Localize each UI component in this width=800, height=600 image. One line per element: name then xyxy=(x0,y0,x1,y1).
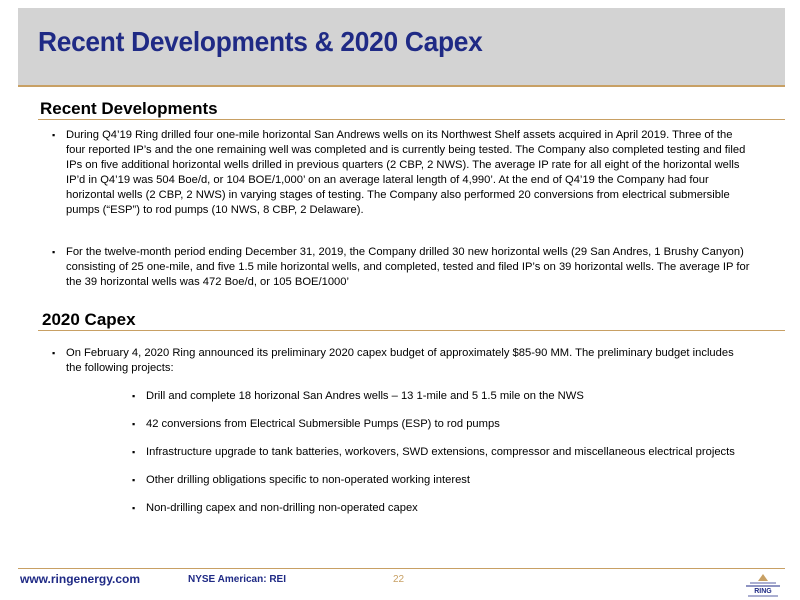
list-item: ▪ Other drilling obligations specific to non-operated working interest xyxy=(132,473,747,488)
capex-projects-list xyxy=(132,389,747,516)
list-item: ▪ During Q4’19 Ring drilled four one-mile horizontal San Andrews wells on its Northwest Shelf assets acquired in April 2019. Three of the four reported IP’s and the one remaining well was completed and is currently being tested. The Company also completed testing and filed IPs on five additional horizontal wells drilled in previous quarters (2 CBP, 2 NWS). The average IP rate for all eight of the horizontal wells IP’d in Q4’19 was 504 Boe/d, or 104 BOE/1,000’ on an average lateral length of 4,990’. At the end of Q4’19 the Company had four horizontal wells (2 CBP, 2 NWS) in varying stages of testing. The Company also performed 20 conversions from electrical submersible pumps (“ESP”) to rod pumps (10 NWS, 8 CBP, 2 Delaware). xyxy=(52,128,752,218)
slide-title: Recent Developments & 2020 Capex xyxy=(38,26,483,57)
footer-rule xyxy=(18,568,785,569)
recent-developments-heading: Recent Developments xyxy=(40,99,218,118)
list-item: ▪ Non-drilling capex and non-drilling non-operated capex xyxy=(132,501,747,516)
capex-heading: 2020 Capex xyxy=(42,310,136,329)
list-item: ▪ Infrastructure upgrade to tank batteries, workovers, SWD extensions, compressor and miscellaneous electrical projects xyxy=(132,445,747,460)
capex-intro-list xyxy=(52,346,752,376)
footer-ticker: NYSE American: REI xyxy=(188,574,286,585)
recent-developments-list xyxy=(52,128,752,290)
list-item: ▪ 42 conversions from Electrical Submersible Pumps (ESP) to rod pumps xyxy=(132,417,747,432)
ring-energy-logo xyxy=(740,572,786,598)
title-rule xyxy=(18,85,785,87)
list-item: ▪ On February 4, 2020 Ring announced its preliminary 2020 capex budget of approximately $85-90 MM. The preliminary budget includes the following projects: xyxy=(52,346,752,376)
footer-website-link[interactable]: www.ringenergy.com xyxy=(20,572,141,586)
capex-rule xyxy=(38,330,785,331)
list-item: ▪ For the twelve-month period ending December 31, 2019, the Company drilled 30 new horizontal wells (29 San Andres, 1 Brushy Canyon) consisting of 25 one-mile, and five 1.5 mile horizontal wells, and completed, tested and filed IP’s on 39 horizontal wells. The average IP for the 39 horizontal wells was 472 Boe/d, or 105 BOE/1000’ xyxy=(52,245,752,290)
page-number: 22 xyxy=(393,574,405,585)
recent-developments-rule xyxy=(38,119,785,120)
list-item: ▪ Drill and complete 18 horizonal San Andres wells – 13 1-mile and 5 1.5 mile on the NWS xyxy=(132,389,747,404)
logo-text: RING xyxy=(754,588,772,595)
